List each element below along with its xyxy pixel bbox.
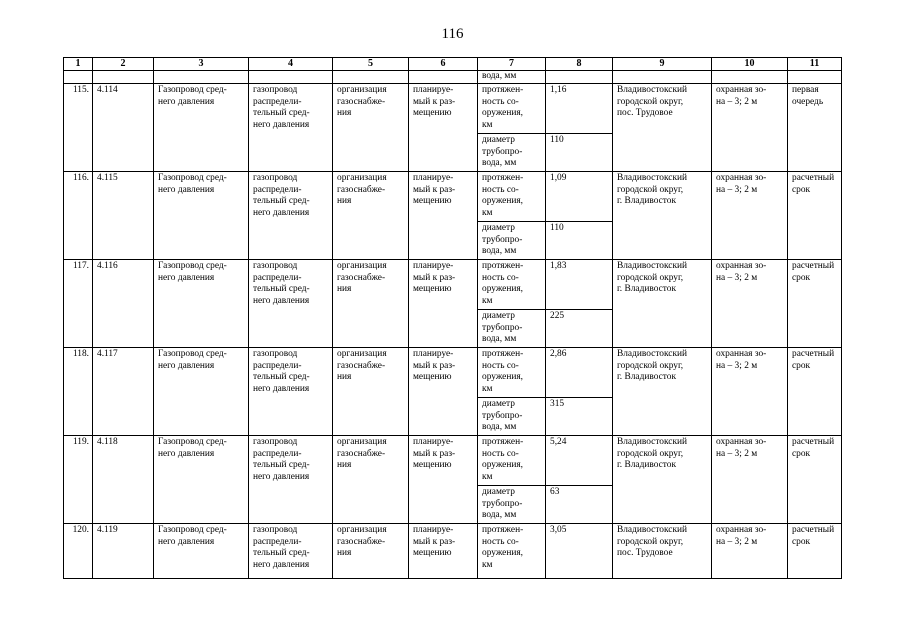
column-header: 3 xyxy=(154,58,249,71)
cell-zone: охранная зо- на – 3; 2 м xyxy=(712,172,788,260)
column-header: 2 xyxy=(93,58,154,71)
column-header: 1 xyxy=(64,58,93,71)
cell-zone: охранная зо- на – 3; 2 м xyxy=(712,524,788,579)
cell-param-value: 5,24 xyxy=(546,436,613,486)
cell-param-value: 63 xyxy=(546,486,613,524)
cell-code: 4.115 xyxy=(93,172,154,260)
table-row xyxy=(64,524,842,579)
column-header: 7 xyxy=(478,58,546,71)
cell-code: 4.119 xyxy=(93,524,154,579)
cell-location: Владивостокский городской округ, г. Владивосток xyxy=(613,172,712,260)
cell-organization: организация газоснабже- ния xyxy=(333,436,409,524)
table-row xyxy=(64,172,842,222)
cell-param-label: протяжен- ность со- оружения, км xyxy=(478,172,546,222)
cell-zone: охранная зо- на – 3; 2 м xyxy=(712,84,788,172)
cell-row-number: 118. xyxy=(64,348,93,436)
cell-organization: организация газоснабже- ния xyxy=(333,172,409,260)
table-row xyxy=(64,84,842,134)
cell-param-label: протяжен- ность со- оружения, км xyxy=(478,436,546,486)
column-header: 11 xyxy=(788,58,842,71)
cell-location: Владивостокский городской округ, пос. Трудовое xyxy=(613,524,712,579)
cell-row-number: 117. xyxy=(64,260,93,348)
cell-row-number: 115. xyxy=(64,84,93,172)
cell-row-number: 116. xyxy=(64,172,93,260)
column-number-header-row xyxy=(64,58,842,71)
cell-location: Владивостокский городской округ, пос. Трудовое xyxy=(613,84,712,172)
cell-purpose: газопровод распредели- тельный сред- него давления xyxy=(249,524,333,579)
table-row xyxy=(64,348,842,398)
cell-param-value: 315 xyxy=(546,398,613,436)
cell-organization: организация газоснабже- ния xyxy=(333,84,409,172)
cell-organization: организация газоснабже- ния xyxy=(333,524,409,579)
cell-code: 4.114 xyxy=(93,84,154,172)
cell-term: расчетный срок xyxy=(788,436,842,524)
cell-param-value: 110 xyxy=(546,134,613,172)
cell-term: расчетный срок xyxy=(788,172,842,260)
cell-object-name: Газопровод сред- него давления xyxy=(154,436,249,524)
cell-code: 4.117 xyxy=(93,348,154,436)
cell-object-name: Газопровод сред- него давления xyxy=(154,348,249,436)
cell-status: планируе- мый к раз- мещению xyxy=(409,436,478,524)
cell-purpose: газопровод распредели- тельный сред- него давления xyxy=(249,436,333,524)
cell-term: расчетный срок xyxy=(788,260,842,348)
cell-row-number: 119. xyxy=(64,436,93,524)
column-header: 9 xyxy=(613,58,712,71)
cell-term: расчетный срок xyxy=(788,524,842,579)
cell-status: планируе- мый к раз- мещению xyxy=(409,524,478,579)
continuation-row xyxy=(64,71,842,84)
column-header: 8 xyxy=(546,58,613,71)
cell-status: планируе- мый к раз- мещению xyxy=(409,172,478,260)
cell-location: Владивостокский городской округ, г. Владивосток xyxy=(613,260,712,348)
cell-param-value: 1,09 xyxy=(546,172,613,222)
cell-term: первая очередь xyxy=(788,84,842,172)
cell-zone: охранная зо- на – 3; 2 м xyxy=(712,348,788,436)
page-number: 116 xyxy=(441,26,464,42)
cell-code: 4.116 xyxy=(93,260,154,348)
cell-param-value: 1,16 xyxy=(546,84,613,134)
cell-organization: организация газоснабже- ния xyxy=(333,348,409,436)
cell-purpose: газопровод распредели- тельный сред- него давления xyxy=(249,348,333,436)
cell-param-label: протяжен- ность со- оружения, км xyxy=(478,84,546,134)
cell-param-label: протяжен- ность со- оружения, км xyxy=(478,260,546,310)
cell-param-value: 1,83 xyxy=(546,260,613,310)
cell-zone: охранная зо- на – 3; 2 м xyxy=(712,436,788,524)
cell-object-name: Газопровод сред- него давления xyxy=(154,260,249,348)
cell-code: 4.118 xyxy=(93,436,154,524)
cell-param-label: протяжен- ность со- оружения, км xyxy=(478,524,546,579)
cell-status: планируе- мый к раз- мещению xyxy=(409,260,478,348)
column-header: 6 xyxy=(409,58,478,71)
column-header: 4 xyxy=(249,58,333,71)
cell-organization: организация газоснабже- ния xyxy=(333,260,409,348)
cell-param-continuation: вода, мм xyxy=(478,71,546,84)
cell-param-value: 225 xyxy=(546,310,613,348)
cell-object-name: Газопровод сред- него давления xyxy=(154,524,249,579)
cell-purpose: газопровод распредели- тельный сред- него давления xyxy=(249,260,333,348)
cell-zone: охранная зо- на – 3; 2 м xyxy=(712,260,788,348)
table-row xyxy=(64,436,842,486)
cell-param-label: диаметр трубопро- вода, мм xyxy=(478,134,546,172)
table-row xyxy=(64,260,842,310)
cell-purpose: газопровод распредели- тельный сред- него давления xyxy=(249,172,333,260)
cell-purpose: газопровод распредели- тельный сред- него давления xyxy=(249,84,333,172)
cell-object-name: Газопровод сред- него давления xyxy=(154,84,249,172)
cell-object-name: Газопровод сред- него давления xyxy=(154,172,249,260)
cell-param-label: диаметр трубопро- вода, мм xyxy=(478,310,546,348)
table-body xyxy=(64,71,842,579)
cell-param-label: протяжен- ность со- оружения, км xyxy=(478,348,546,398)
cell-param-label: диаметр трубопро- вода, мм xyxy=(478,398,546,436)
cell-param-value: 2,86 xyxy=(546,348,613,398)
cell-param-label: диаметр трубопро- вода, мм xyxy=(478,222,546,260)
infrastructure-table xyxy=(63,57,842,579)
cell-param-label: диаметр трубопро- вода, мм xyxy=(478,486,546,524)
cell-row-number: 120. xyxy=(64,524,93,579)
cell-location: Владивостокский городской округ, г. Владивосток xyxy=(613,436,712,524)
cell-status: планируе- мый к раз- мещению xyxy=(409,84,478,172)
column-header: 10 xyxy=(712,58,788,71)
cell-param-value: 110 xyxy=(546,222,613,260)
cell-param-value: 3,05 xyxy=(546,524,613,579)
cell-location: Владивостокский городской округ, г. Владивосток xyxy=(613,348,712,436)
cell-status: планируе- мый к раз- мещению xyxy=(409,348,478,436)
cell-term: расчетный срок xyxy=(788,348,842,436)
column-header: 5 xyxy=(333,58,409,71)
